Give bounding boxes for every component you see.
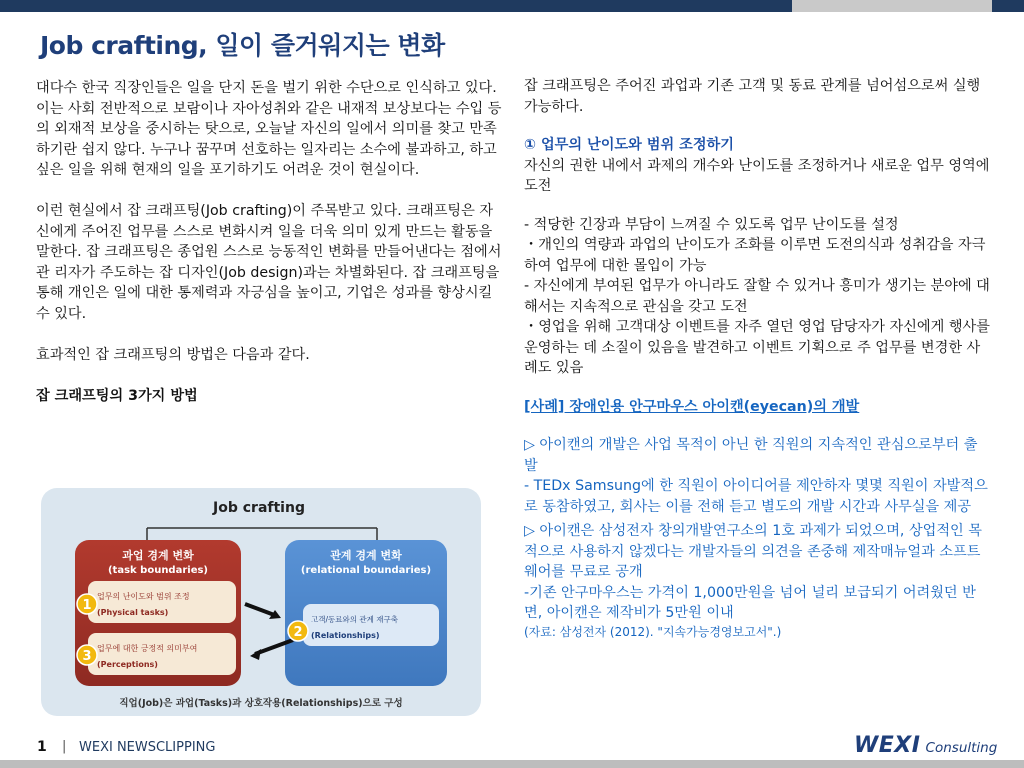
case-point-1: ▷ 아이캔의 개발은 사업 목적이 아닌 한 직원의 지속적인 관심으로부터 출발 (524, 437, 978, 474)
physical-tasks-ko: 업무의 난이도와 범위 조정 (97, 592, 190, 601)
task-boundaries-subtitle: (task boundaries) (107, 565, 209, 576)
bullet-difficulty: - 적당한 긴장과 부담이 느껴질 수 있도록 업무 난이도를 설정 (524, 216, 899, 233)
relational-boundaries-title: 관계 경계 변화 (330, 549, 402, 562)
bullet-new-area: - 자신에게 부여된 업무가 아니라도 잘할 수 있거나 흥미가 생기는 분야에 대해서는 지속적으로 관심을 갖고 도전 (524, 278, 990, 315)
top-bar-dark (0, 0, 792, 12)
source-citation: (자료: 삼성전자 (2012). "지속가능경영보고서".) (524, 624, 782, 639)
badge-2-number: 2 (293, 625, 303, 640)
footer-separator: | (62, 739, 67, 754)
diagram-title: Job crafting (213, 500, 305, 516)
task-boundaries-title: 과업 경계 변화 (122, 549, 194, 562)
methods-lead-paragraph: 효과적인 잡 크래프팅의 방법은 다음과 같다. (36, 346, 310, 363)
bullet-example: ・영업을 위해 고객대상 이벤트를 자주 열던 영업 담당자가 자신에게 행사를 운영하는 데 소질이 있음을 발견하고 이벤트 기획으로 주 업무를 변경한 사례도 있음 (524, 319, 990, 376)
section-1-text: 자신의 권한 내에서 과제의 개수와 난이도를 조정하거나 새로운 업무 영역에 도전 (524, 157, 990, 194)
diagram-caption: 직업(Job)은 과업(Tasks)과 상호작용(Relationships)으로 구성 (119, 698, 403, 709)
case-point-3: ▷ 아이캔은 삼성전자 창의개발연구소의 1호 과제가 되었으며, 상업적인 목적으로 사용하지 않겠다는 개발자들의 의견을 존중해 제작매뉴얼과 소프트웨어를 무료로 공개 (524, 523, 982, 580)
top-bar-light (792, 0, 992, 12)
perceptions-ko: 업무에 대한 긍정적 의미부여 (97, 644, 198, 653)
definition-paragraph: 이런 현실에서 잡 크래프팅(Job crafting)이 주목받고 있다. 크래프팅은 자신에게 주어진 업무를 스스로 변화시켜 일을 더욱 의미 있게 만드는 활동을 말한다. 잡 크래프팅은 종업원 스스로 능동적인 변화를 만들어낸다는 점에서 관 리자가 주도하는 잡 디자인(Job design)과는 차별화된다. 잡 크래프팅을 통해 개인은 일에 대한 통제력과 자긍심을 높이고, 기업은 성과를 향상시킬 수 있다. (36, 203, 502, 322)
case-point-4: -기존 안구마우스는 가격이 1,000만원을 넘어 널리 보급되기 어려웠던 반면, 아이캔은 제작비가 5만원 이내 (524, 584, 976, 621)
relationships-en: (Relationships) (311, 631, 380, 640)
diagram-svg (41, 488, 481, 716)
job-crafting-diagram (41, 488, 481, 716)
arrow-head-lower (250, 649, 261, 660)
methods-heading: 잡 크래프팅의 3가지 방법 (36, 387, 198, 404)
page-title: Job crafting, 일이 즐거워지는 변화 (40, 31, 445, 60)
right-column (524, 76, 990, 640)
footer-label: WEXI NEWSCLIPPING (79, 740, 216, 755)
badge-3-number: 3 (82, 649, 92, 664)
intro-paragraph: 대다수 한국 직장인들은 일을 단지 돈을 벌기 위한 수단으로 인식하고 있다. 이는 사회 전반적으로 보람이나 자아성취와 같은 내재적 보상보다는 수입 등의 외재적 보상을 중시하는 탓으로, 오늘날 자신의 일에서 의미를 찾고 만족하기란 쉽지 않다. 누구나 꿈꾸며 선호하는 일자리는 소수에 불과하고, 하고 싶은 일을 위해 현재의 일을 포기하기도 어려운 것이 현실이다. (36, 80, 502, 178)
bottom-bar (0, 760, 1024, 768)
section-1-title: ① 업무의 난이도와 범위 조정하기 (524, 137, 734, 153)
relational-boundaries-subtitle: (relational boundaries) (300, 565, 432, 576)
physical-tasks-en: (Physical tasks) (97, 608, 169, 617)
left-column (36, 78, 502, 406)
right-intro: 잡 크래프팅은 주어진 과업과 기존 고객 및 동료 관계를 넘어섬으로써 실행 가능하다. (524, 78, 981, 115)
case-title: [사례] 장애인용 안구마우스 아이캔(eyecan)의 개발 (524, 398, 860, 415)
relationships-ko: 고객/동료와의 관계 재구축 (311, 615, 398, 624)
top-bar-end (992, 0, 1024, 12)
perceptions-en: (Perceptions) (97, 660, 158, 669)
badge-1-number: 1 (82, 598, 92, 613)
logo-mark: WEXI (854, 733, 921, 758)
page-number: 1 (37, 739, 47, 755)
case-point-2: - TEDx Samsung에 한 직원이 아이디어를 제안하자 몇몇 직원이 자발적으로 동참하였고, 회사는 이를 전해 듣고 별도의 개발 시간과 사무실을 제공 (524, 478, 988, 515)
logo-subtitle: Consulting (925, 740, 998, 756)
bullet-flow: ・개인의 역량과 과업의 난이도가 조화를 이루면 도전의식과 성취감을 자극하여 업무에 대한 몰입이 가능 (524, 237, 986, 274)
wexi-logo (854, 733, 997, 758)
